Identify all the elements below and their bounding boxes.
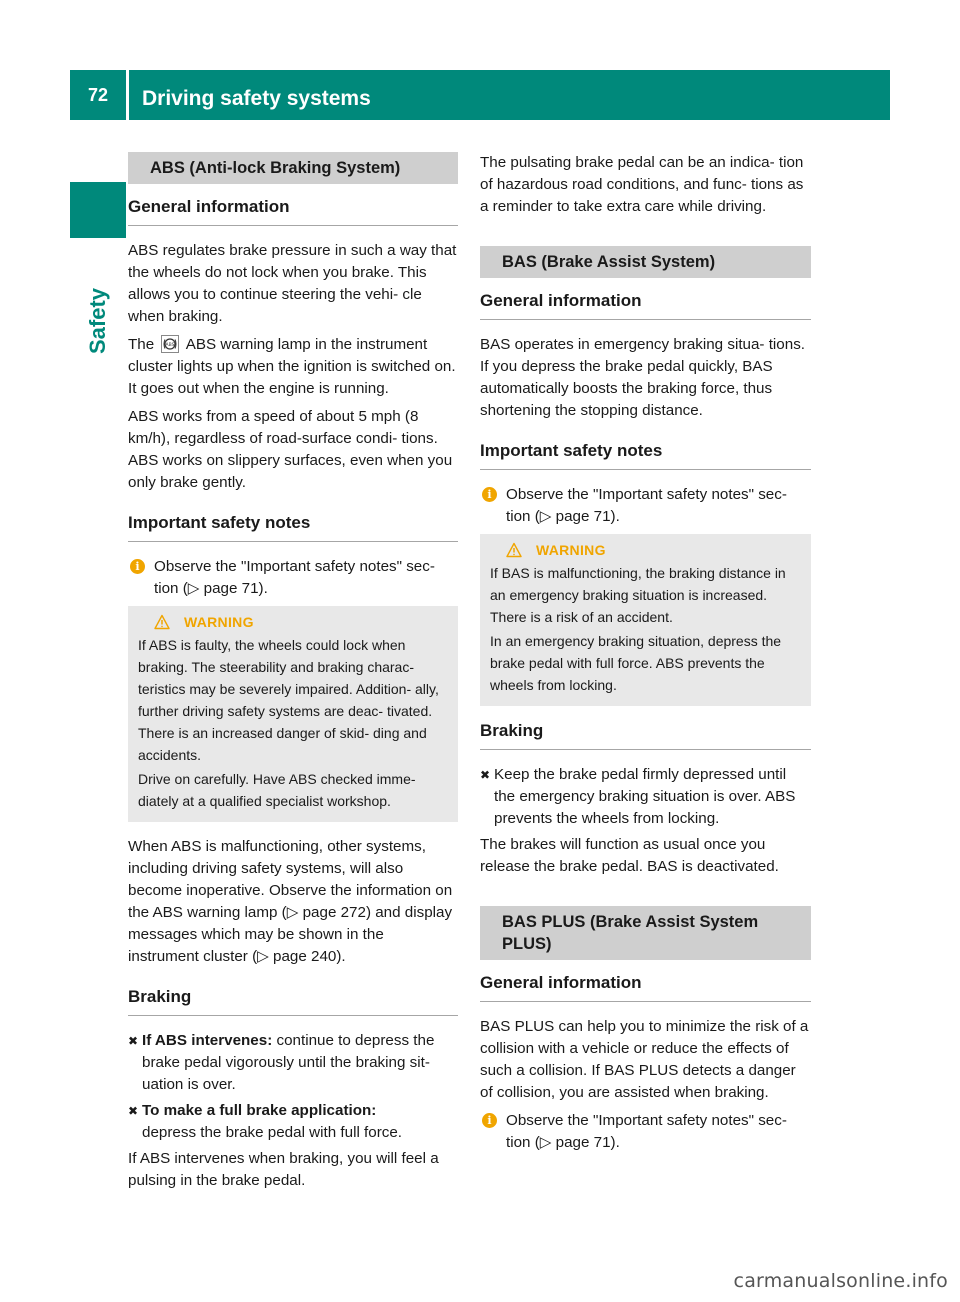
abs-warning-title: WARNING — [184, 614, 254, 630]
abs-braking-heading: Braking — [128, 986, 458, 1016]
right-column — [480, 152, 811, 1160]
abs-paragraph-2-start: The — [128, 336, 155, 353]
abs-warning-box — [128, 606, 458, 822]
info-icon: i — [482, 487, 497, 502]
bas-plus-info-note — [480, 1110, 811, 1154]
step-arrow-icon: ✖ — [128, 1104, 139, 1118]
bas-warning-title: WARNING — [536, 542, 606, 558]
bas-safety-notes-heading: Important safety notes — [480, 440, 811, 470]
abs-step-2 — [128, 1100, 458, 1144]
step-arrow-icon: ✖ — [128, 1034, 139, 1048]
side-tab-label: Safety — [85, 287, 110, 354]
bas-warning-header — [490, 542, 803, 558]
abs-malfunction-paragraph: When ABS is malfunctioning, other systems, including driving safety systems, will also become inoperative. Observe the information on the ABS warning lamp (▷ page 272) and display messages which may be shown in the instrument cluster (▷ page 240). — [128, 838, 453, 965]
abs-paragraph-3: ABS works from a speed of about 5 mph (8 km/h), regardless of road-surface condi- tions. ABS works on slippery surfaces, even when you only brake gently. — [128, 408, 453, 491]
abs-info-note-text[interactable]: Observe the "Important safety notes" sec- tion (▷ page 71). — [154, 558, 435, 597]
abs-step-2-label: To make a full brake application: — [142, 1102, 377, 1119]
bas-section-heading: BAS (Brake Assist System) — [480, 246, 811, 278]
step-arrow-icon: ✖ — [480, 768, 491, 782]
svg-text:ABS: ABS — [165, 343, 175, 348]
abs-general-info-heading: General information — [128, 196, 458, 226]
bas-paragraph-1: BAS operates in emergency braking situa- tions. If you depress the brake pedal quickly, BAS automatically boosts the braking force, thus shortening the stopping distance. — [480, 336, 806, 419]
page-number: 72 — [87, 85, 109, 105]
bas-info-note-text[interactable]: Observe the "Important safety notes" sec- tion (▷ page 71). — [506, 486, 787, 525]
abs-warning-header — [138, 614, 450, 630]
bas-plus-info-note-text[interactable]: Observe the "Important safety notes" sec- tion (▷ page 71). — [506, 1112, 787, 1151]
abs-step-1-text: continue to depress the brake pedal vigorously until the braking sit- uation is over. — [142, 1032, 435, 1093]
left-column — [128, 152, 458, 1198]
info-icon: i — [482, 1113, 497, 1128]
bas-plus-section-heading: BAS PLUS (Brake Assist System PLUS) — [480, 906, 811, 960]
pulsing-paragraph: The pulsating brake pedal can be an indica- tion of hazardous road conditions, and func- tions as a reminder to take extra care while driving. — [480, 154, 804, 215]
bas-braking-paragraph: The brakes will function as usual once you release the brake pedal. BAS is deactivated. — [480, 836, 779, 875]
abs-warning-paragraph-1: If ABS is faulty, the wheels could lock when braking. The steerability and braking charac- teristics may be severely impaired. Addition- ally, further driving safety systems are deac- tivated. There is an increased danger of skid- ding and accidents. — [138, 637, 439, 763]
side-tab-block — [70, 182, 126, 238]
info-icon: i — [130, 559, 145, 574]
abs-safety-notes-heading: Important safety notes — [128, 512, 458, 542]
warning-triangle-icon — [154, 614, 170, 630]
abs-info-note — [128, 556, 458, 600]
abs-step-2-text: depress the brake pedal with full force. — [142, 1124, 403, 1141]
abs-paragraph-1: ABS regulates brake pressure in such a way that the wheels do not lock when you brake. This allows you to continue steering the vehi- cle when braking. — [128, 242, 457, 325]
bas-general-info-heading: General information — [480, 290, 811, 320]
bas-plus-general-info-heading: General information — [480, 972, 811, 1002]
abs-braking-paragraph: If ABS intervenes when braking, you will feel a pulsing in the brake pedal. — [128, 1150, 439, 1189]
bas-warning-box — [480, 534, 811, 706]
chapter-title: Driving safety systems — [142, 87, 371, 110]
bas-warning-paragraph-2: In an emergency braking situation, depress the brake pedal with full force. ABS prevents the wheels from locking. — [490, 633, 782, 693]
abs-section-heading: ABS (Anti-lock Braking System) — [128, 152, 458, 184]
abs-warning-lamp-icon — [161, 335, 179, 353]
bas-step-1-text: Keep the brake pedal firmly depressed until the emergency braking situation is over. ABS prevents the wheels from locking. — [494, 766, 796, 827]
bas-info-note — [480, 484, 811, 528]
abs-step-1 — [128, 1030, 458, 1096]
warning-triangle-icon — [506, 542, 522, 558]
bas-braking-heading: Braking — [480, 720, 811, 750]
abs-paragraph-2-end: ABS warning lamp in the instrument cluster lights up when the ignition is switched on. It goes out when the engine is running. — [128, 336, 456, 397]
abs-step-1-label: If ABS intervenes: — [142, 1032, 273, 1049]
watermark: carmanualsonline.info — [733, 1270, 948, 1292]
bas-warning-paragraph-1: If BAS is malfunctioning, the braking distance in an emergency braking situation is increased. There is a risk of an accident. — [490, 565, 786, 625]
header-divider — [126, 70, 129, 120]
abs-paragraph-2 — [128, 334, 458, 400]
bas-plus-paragraph-1: BAS PLUS can help you to minimize the risk of a collision with a vehicle or reduce the effects of such a collision. If BAS PLUS detects a danger of collision, you are assisted when braking. — [480, 1018, 809, 1101]
abs-warning-paragraph-2: Drive on carefully. Have ABS checked imme- diately at a qualified specialist workshop. — [138, 771, 416, 809]
bas-step-1 — [480, 764, 811, 830]
